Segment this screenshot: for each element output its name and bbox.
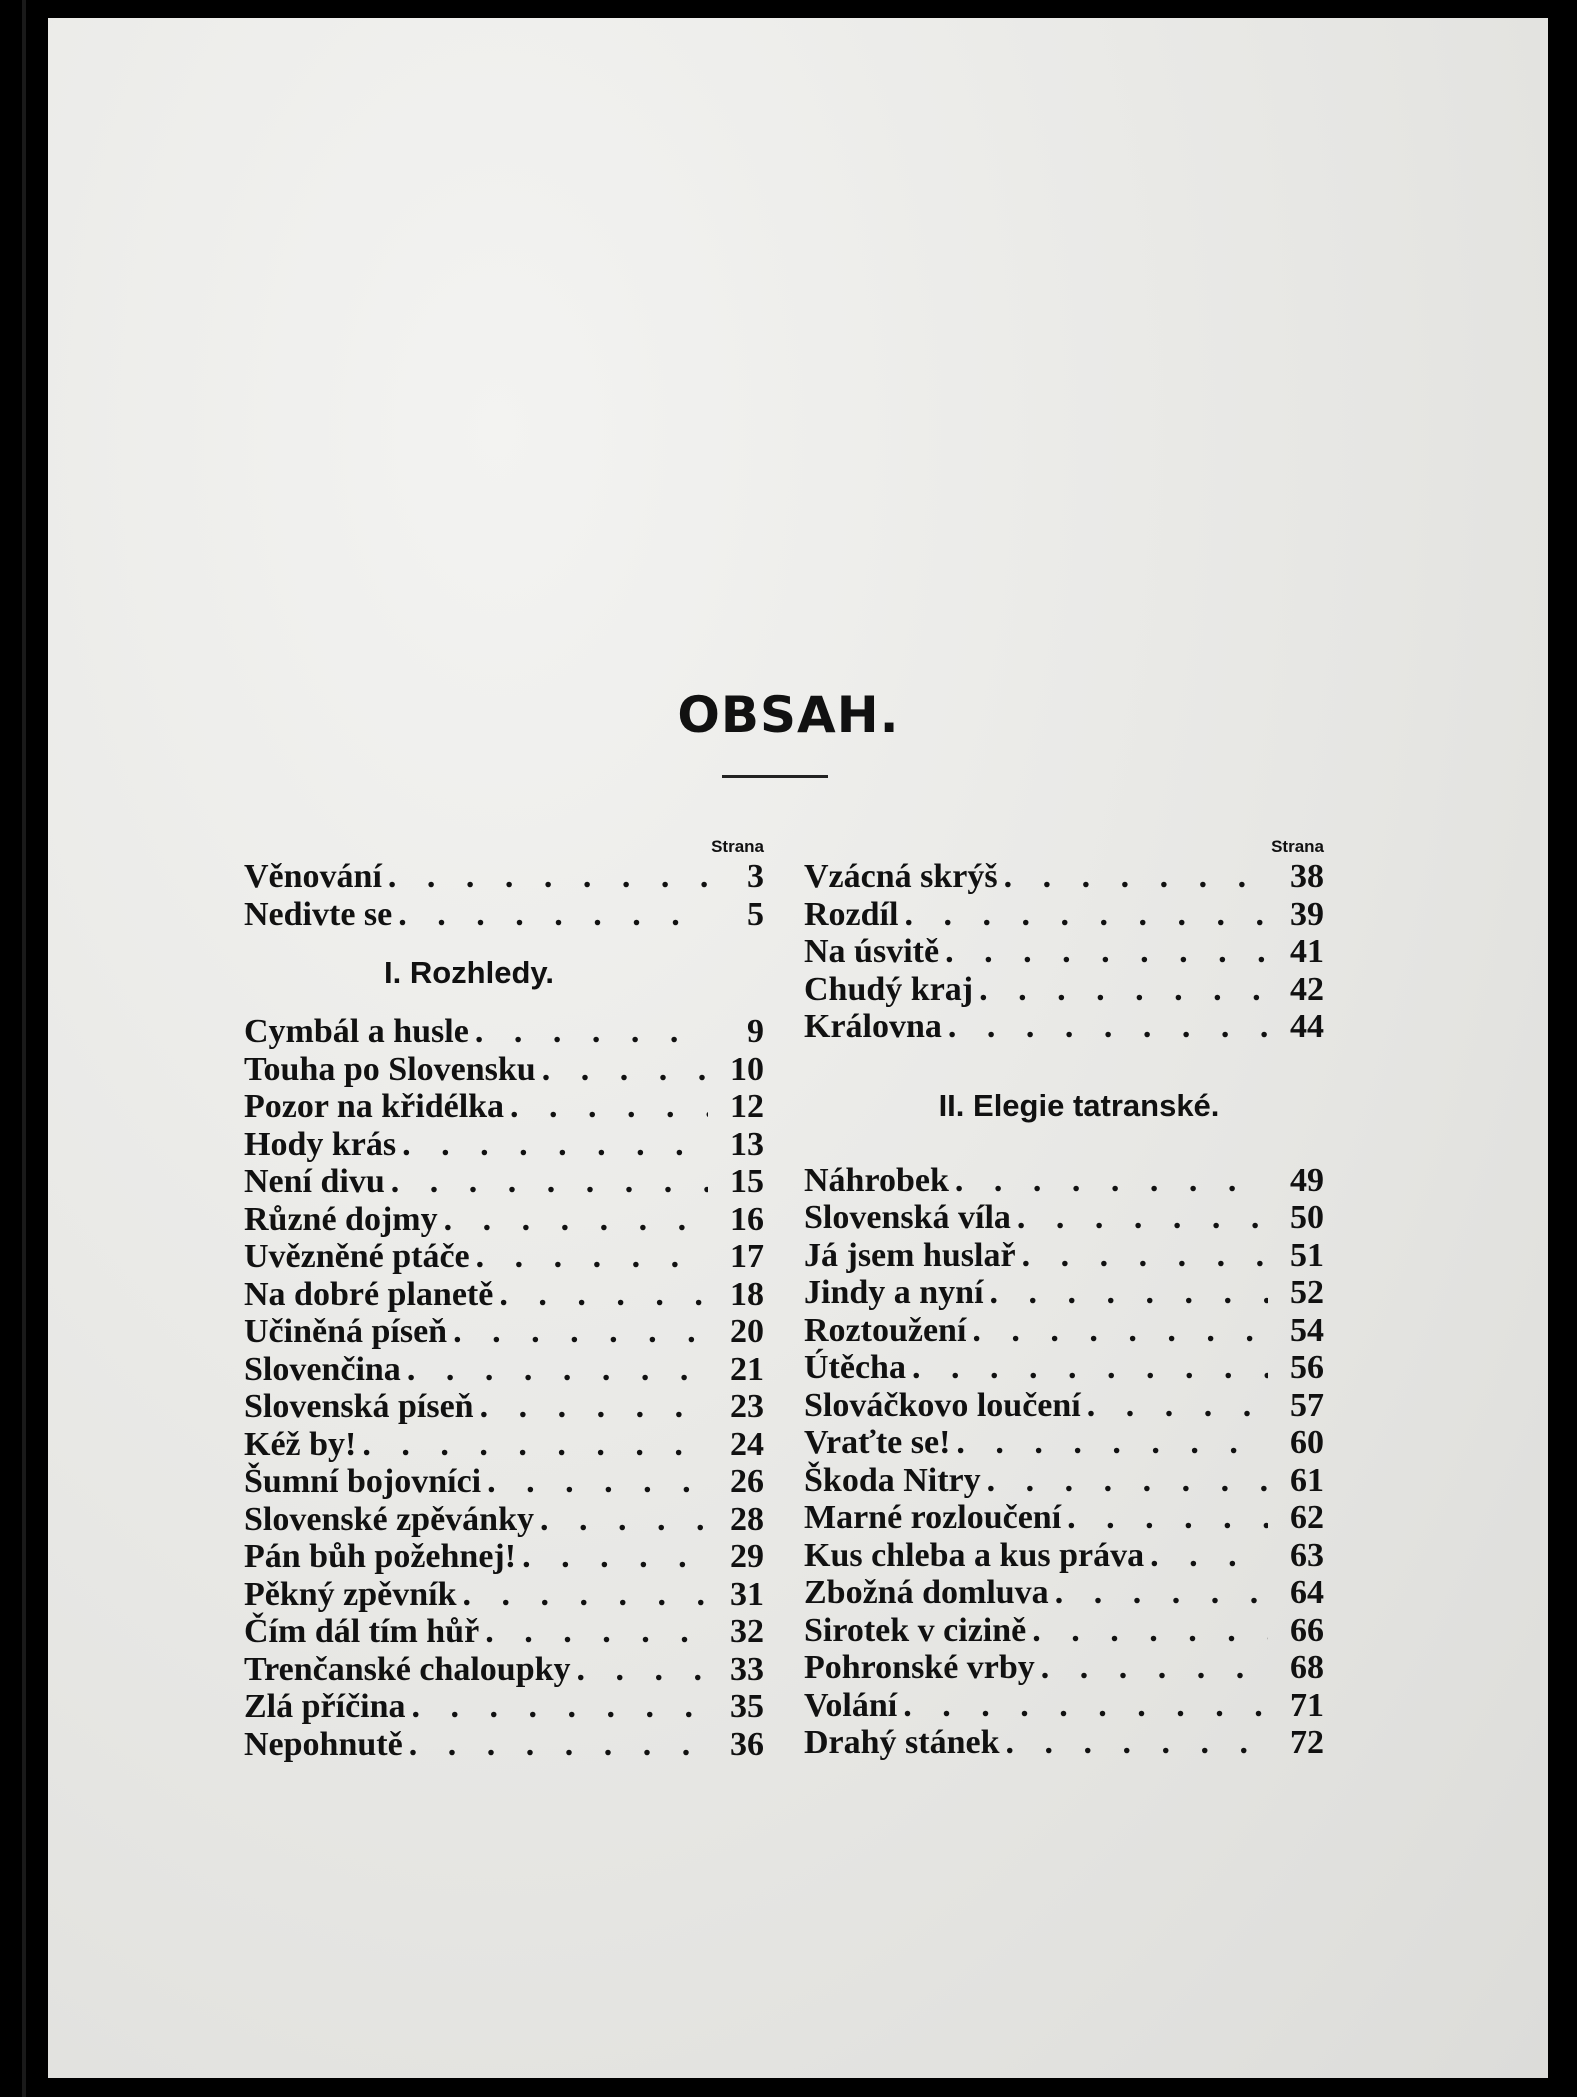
toc-entry-title: Zbožná domluva: [804, 1574, 1049, 1611]
toc-leader-dots: [356, 1426, 708, 1464]
toc-leader-dots: [382, 858, 708, 896]
toc-entry-page: 17: [730, 1238, 764, 1275]
toc-entry-title: Pěkný zpěvník: [244, 1575, 457, 1613]
toc-entry: [244, 1163, 764, 1201]
toc-entry-page: 32: [730, 1613, 764, 1650]
toc-leader-dots: [438, 1201, 708, 1239]
toc-leader-dots: [385, 1163, 708, 1201]
page-edge: [22, 0, 26, 2097]
toc-entry-page: 68: [1290, 1649, 1324, 1686]
toc-entry-title: Touha po Slovensku: [244, 1050, 536, 1088]
toc-entry-title: Šumní bojovníci: [244, 1463, 482, 1500]
toc-leader-dots: [447, 1313, 708, 1351]
toc-leader-dots: [1016, 1237, 1268, 1275]
toc-entry: [244, 1463, 764, 1501]
toc-entry-title: Slovenská víla: [804, 1199, 1011, 1236]
toc-entry-page: 60: [1290, 1424, 1324, 1461]
toc-entry-title: Marné rozloučení: [804, 1499, 1062, 1536]
toc-entry-title: Pozor na křidélka: [244, 1088, 505, 1125]
toc-entry-title: Roztoužení: [804, 1311, 967, 1349]
toc-leader-dots: [949, 1162, 1268, 1200]
toc-entry-page: 50: [1290, 1199, 1324, 1236]
toc-entry-title: Různé dojmy: [244, 1200, 438, 1238]
toc-entry-page: 72: [1290, 1724, 1324, 1761]
toc-entry-page: 64: [1290, 1574, 1324, 1611]
toc-entry: [244, 1388, 764, 1426]
left-top-entries: [244, 858, 764, 933]
toc-leader-dots: [470, 1238, 708, 1276]
toc-leader-dots: [973, 971, 1268, 1009]
toc-entry-title: Zlá příčina: [244, 1688, 406, 1725]
toc-entry-page: 33: [730, 1650, 764, 1688]
toc-entry-title: Učiněná píseň: [244, 1313, 448, 1350]
toc-entry-page: 12: [730, 1088, 764, 1125]
toc-entry-page: 20: [730, 1313, 764, 1350]
toc-leader-dots: [504, 1088, 708, 1126]
toc-entry: [244, 1501, 764, 1539]
toc-entry: [244, 1238, 764, 1276]
toc-entry: [244, 1088, 764, 1126]
toc-entry-page: 61: [1290, 1461, 1324, 1499]
toc-entry: [244, 1351, 764, 1389]
toc-entry-page: 56: [1290, 1349, 1324, 1386]
toc-entry-page: 18: [730, 1275, 764, 1313]
toc-entry-title: Čím dál tím hůř: [244, 1613, 480, 1650]
toc-entry-page: 71: [1290, 1686, 1324, 1724]
toc-entry-title: Věnování: [244, 858, 382, 895]
toc-leader-dots: [966, 1312, 1268, 1350]
toc-entry-page: 5: [747, 895, 764, 933]
toc-entry-title: Na úsvitě: [804, 933, 940, 970]
toc-entry-page: 23: [730, 1388, 764, 1425]
toc-entry: [804, 1537, 1324, 1575]
toc-entry: [244, 858, 764, 896]
toc-entry-title: Trenčanské chaloupky: [244, 1650, 571, 1688]
section-heading-elegie: II. Elegie tatranské.: [938, 1087, 1220, 1123]
toc-leader-dots: [479, 1613, 708, 1651]
toc-leader-dots: [984, 1274, 1268, 1312]
toc-entry: [804, 1462, 1324, 1500]
toc-entry: [804, 933, 1324, 971]
toc-entry: [244, 1013, 764, 1051]
toc-entry-page: 49: [1290, 1161, 1324, 1199]
toc-leader-dots: [474, 1388, 708, 1426]
toc-entry: [244, 1688, 764, 1726]
toc-entry: [804, 1574, 1324, 1612]
toc-leader-dots: [981, 1462, 1268, 1500]
toc-entry-title: Nedivte se: [244, 895, 393, 933]
toc-entry-page: 13: [730, 1125, 764, 1163]
toc-entry-title: Chudý kraj: [804, 970, 974, 1008]
toc-entry-title: Pohronské vrby: [804, 1649, 1035, 1686]
toc-entry: [804, 858, 1324, 896]
toc-entry-page: 57: [1290, 1386, 1324, 1424]
toc-entry-page: 54: [1290, 1311, 1324, 1349]
toc-entry: [804, 896, 1324, 934]
toc-entry-page: 24: [730, 1425, 764, 1463]
toc-leader-dots: [406, 1688, 708, 1726]
toc-entry-page: 41: [1290, 933, 1324, 970]
toc-entry-title: Slováčkovo loučení: [804, 1386, 1081, 1424]
toc-entry-page: 44: [1290, 1008, 1324, 1045]
toc-entry-page: 10: [730, 1050, 764, 1088]
toc-entry: [804, 971, 1324, 1009]
toc-leader-dots: [1035, 1649, 1268, 1687]
toc-entry-title: Pán bůh požehnej!: [244, 1538, 517, 1575]
toc-leader-dots: [401, 1351, 708, 1389]
toc-entry-title: Já jsem huslař: [804, 1236, 1016, 1274]
toc-entry: [244, 1051, 764, 1089]
toc-entry-page: 15: [730, 1163, 764, 1200]
toc-entry-page: 39: [1290, 895, 1324, 933]
toc-leader-dots: [939, 933, 1268, 971]
toc-entry: [244, 1576, 764, 1614]
toc-entry: [804, 1349, 1324, 1387]
toc-entry: [244, 1613, 764, 1651]
toc-entry-title: Slovenská píseň: [244, 1388, 474, 1425]
toc-entry: [804, 1499, 1324, 1537]
toc-entry-page: 63: [1290, 1536, 1324, 1574]
toc-entry: [804, 1724, 1324, 1762]
toc-leader-dots: [534, 1501, 708, 1539]
toc-entry-page: 16: [730, 1200, 764, 1238]
toc-entry-page: 35: [730, 1688, 764, 1725]
toc-leader-dots: [1081, 1387, 1268, 1425]
toc-leader-dots: [396, 1126, 708, 1164]
toc-entry: [804, 1424, 1324, 1462]
toc-leader-dots: [457, 1576, 708, 1614]
toc-entry: [244, 1276, 764, 1314]
toc-entry-page: 38: [1290, 858, 1324, 895]
toc-entry-page: 52: [1290, 1274, 1324, 1311]
toc-right-column: [804, 836, 1324, 1762]
toc-entry-page: 28: [730, 1500, 764, 1538]
toc-entry-page: 26: [730, 1463, 764, 1500]
toc-entry: [804, 1008, 1324, 1046]
toc-leader-dots: [942, 1008, 1268, 1046]
toc-leader-dots: [1011, 1199, 1268, 1237]
toc-entry: [244, 1313, 764, 1351]
toc-entry-page: 9: [747, 1013, 764, 1050]
strana-label-right: Strana: [1271, 837, 1324, 856]
toc-entry: [244, 1726, 764, 1764]
toc-entry-title: Královna: [804, 1008, 942, 1045]
right-top-entries: [804, 858, 1324, 1046]
toc-entry-page: 42: [1290, 970, 1324, 1008]
toc-entry-title: Slovenčina: [244, 1350, 401, 1388]
toc-entry-title: Hody krás: [244, 1125, 397, 1163]
toc-entry-title: Není divu: [244, 1163, 385, 1200]
toc-entry-page: 3: [747, 858, 764, 895]
toc-entry: [804, 1649, 1324, 1687]
toc-entry-title: Sirotek v cizině: [804, 1611, 1027, 1649]
toc-leader-dots: [898, 896, 1268, 934]
toc-entry-page: 36: [730, 1725, 764, 1763]
right-section-entries: [804, 1162, 1324, 1762]
toc-entry: [804, 1612, 1324, 1650]
toc-entry: [804, 1274, 1324, 1312]
toc-entry: [244, 1651, 764, 1689]
left-section-entries: [244, 1013, 764, 1763]
toc-entry-title: Nepohnutě: [244, 1725, 403, 1763]
toc-leader-dots: [1000, 1724, 1268, 1762]
toc-entry: [244, 1538, 764, 1576]
toc-entry: [804, 1237, 1324, 1275]
toc-entry-page: 51: [1290, 1236, 1324, 1274]
toc-entry-title: Volání: [804, 1686, 898, 1724]
section-heading-rozhledy: I. Rozhledy.: [384, 955, 554, 990]
toc-entry-title: Útěcha: [804, 1349, 906, 1386]
page-title: OBSAH.: [677, 686, 900, 744]
toc-entry: [244, 896, 764, 934]
toc-leader-dots: [1049, 1574, 1268, 1612]
toc-entry: [244, 1426, 764, 1464]
toc-entry: [244, 1126, 764, 1164]
toc-leader-dots: [1026, 1612, 1268, 1650]
toc-leader-dots: [392, 896, 708, 934]
toc-entry-title: Uvězněné ptáče: [244, 1238, 470, 1275]
toc-entry-page: 29: [730, 1538, 764, 1575]
toc-entry: [804, 1387, 1324, 1425]
toc-leader-dots: [1061, 1499, 1268, 1537]
toc-entry-title: Náhrobek: [804, 1161, 949, 1199]
toc-leader-dots: [897, 1687, 1268, 1725]
toc-leader-dots: [536, 1051, 708, 1089]
toc-leader-dots: [493, 1276, 708, 1314]
strana-label-left: Strana: [711, 837, 764, 856]
toc-entry: [244, 1201, 764, 1239]
toc-leader-dots: [950, 1424, 1268, 1462]
toc-entry-page: 21: [730, 1350, 764, 1388]
toc-entry-title: Slovenské zpěvánky: [244, 1500, 534, 1538]
toc-leader-dots: [469, 1013, 708, 1051]
toc-entry: [804, 1687, 1324, 1725]
toc-entry-title: Na dobré planetě: [244, 1275, 494, 1313]
toc-leader-dots: [571, 1651, 708, 1689]
toc-entry-title: Vraťte se!: [804, 1424, 951, 1461]
toc-leader-dots: [998, 858, 1268, 896]
toc-leader-dots: [403, 1726, 708, 1764]
toc-entry-title: Rozdíl: [804, 895, 899, 933]
title-rule: [722, 775, 828, 778]
toc-entry-title: Vzácná skrýš: [804, 858, 998, 895]
toc-entry: [804, 1312, 1324, 1350]
toc-leader-dots: [481, 1463, 708, 1501]
toc-entry-title: Jindy a nyní: [804, 1274, 984, 1311]
toc-entry-page: 31: [730, 1575, 764, 1613]
toc-entry-title: Drahý stánek: [804, 1724, 1000, 1761]
toc-leader-dots: [906, 1349, 1268, 1387]
toc-entry-title: Cymbál a husle: [244, 1013, 469, 1050]
toc-leader-dots: [1144, 1537, 1268, 1575]
toc-entry-title: Kus chleba a kus práva: [804, 1536, 1145, 1574]
toc-entry: [804, 1162, 1324, 1200]
toc-left-column: [244, 836, 764, 1763]
toc-entry-page: 66: [1290, 1611, 1324, 1649]
toc-entry-title: Škoda Nitry: [804, 1461, 981, 1499]
toc-leader-dots: [516, 1538, 708, 1576]
toc-entry-page: 62: [1290, 1499, 1324, 1536]
toc-entry-title: Kéž by!: [244, 1425, 357, 1463]
toc-entry: [804, 1199, 1324, 1237]
